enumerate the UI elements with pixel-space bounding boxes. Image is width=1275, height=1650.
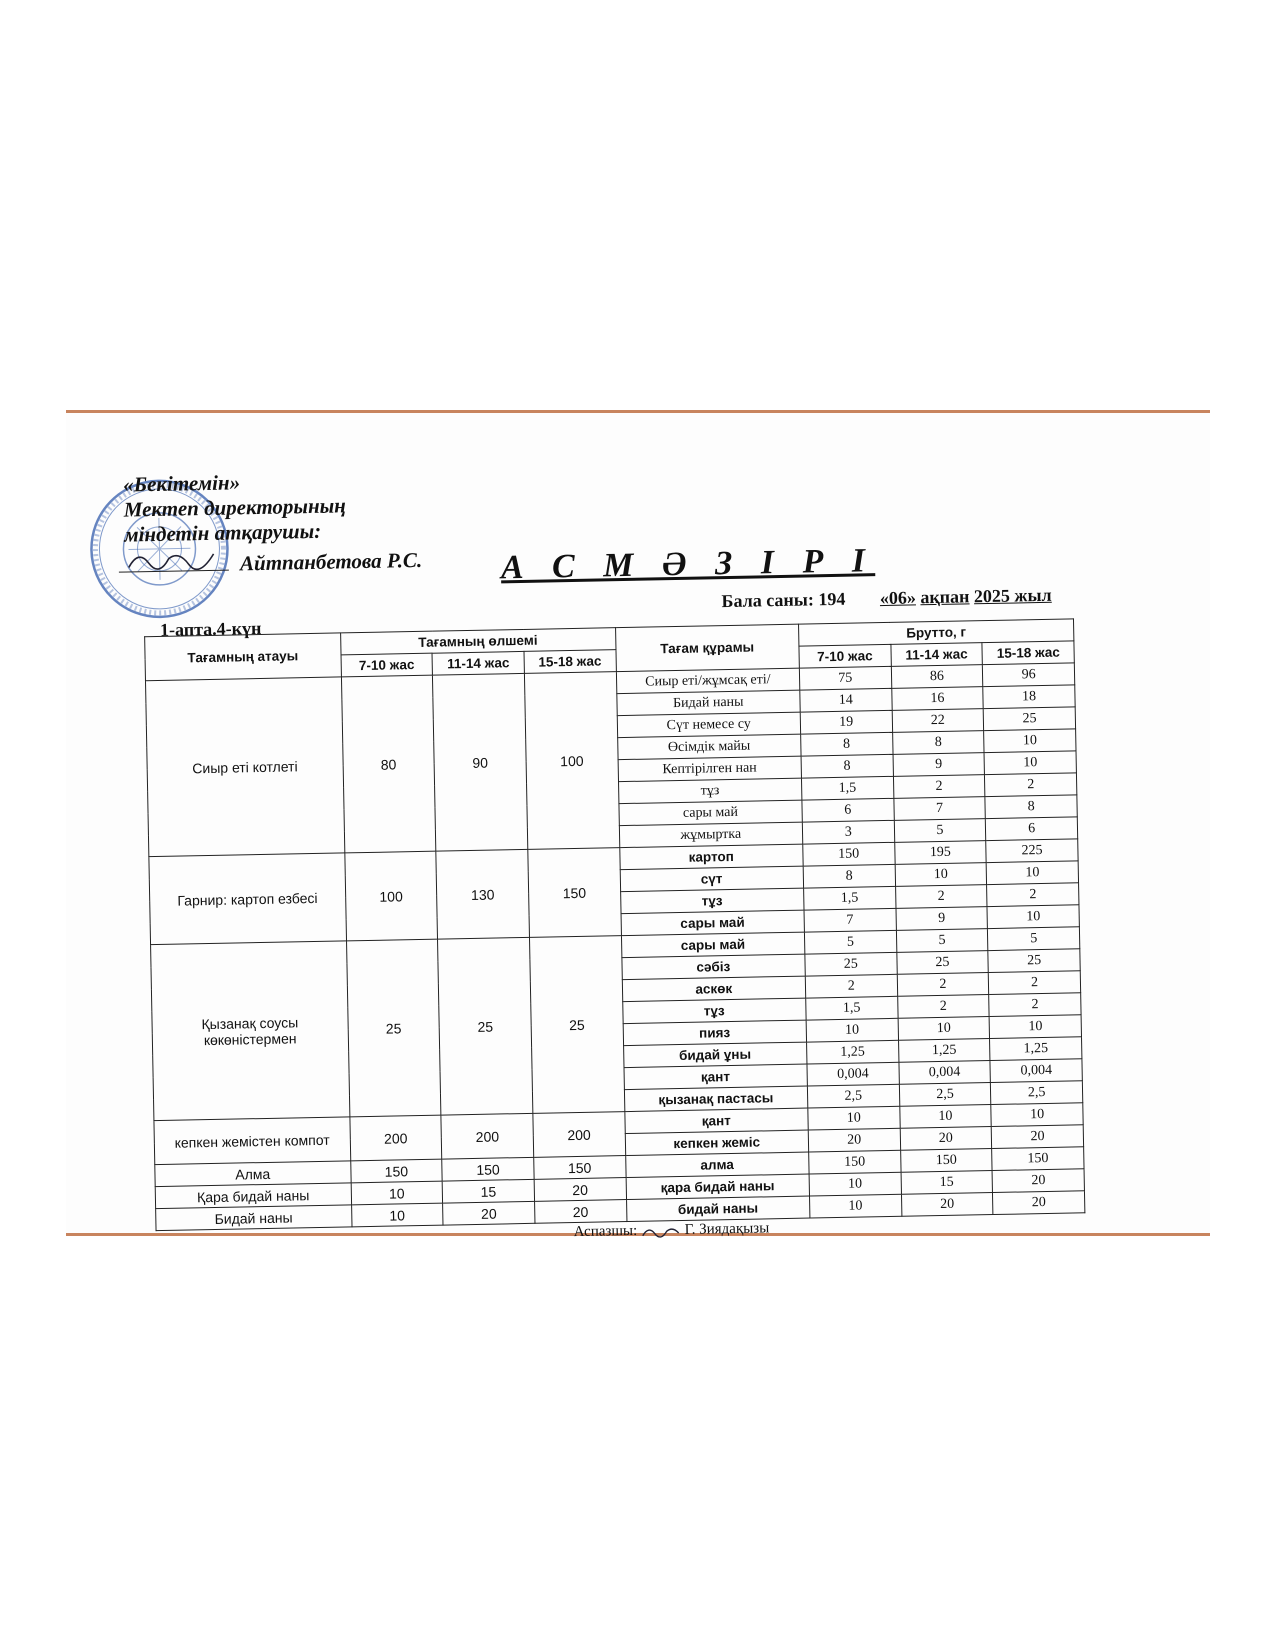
dish-portion: 10 [351, 1203, 443, 1227]
ingredient-brutto: 6 [986, 817, 1078, 841]
ingredient-brutto: 10 [984, 751, 1076, 775]
dish-name: кепкен жемістен компот [154, 1117, 350, 1165]
ingredient-brutto: 9 [893, 753, 985, 777]
ingredient-brutto: 2 [805, 974, 897, 998]
children-count: Бала саны: 194 [721, 588, 846, 612]
dish-portion: 150 [528, 848, 621, 938]
dish-portion: 200 [349, 1115, 441, 1161]
ingredient-name: картоп [619, 844, 803, 870]
dish-portion: 150 [350, 1159, 442, 1183]
ingredient-brutto: 16 [891, 687, 983, 711]
ingredient-brutto: 2 [989, 971, 1081, 995]
ingredient-brutto: 1,25 [898, 1039, 990, 1063]
ingredient-name: жұмыртка [619, 822, 803, 848]
ingredient-brutto: 10 [899, 1105, 991, 1129]
ingredient-brutto: 25 [896, 951, 988, 975]
ingredient-brutto: 10 [991, 1103, 1083, 1127]
director-line [124, 542, 422, 579]
dish-portion: 10 [351, 1181, 443, 1205]
ingredient-brutto: 25 [988, 949, 1080, 973]
dish-name: Қара бидай наны [155, 1183, 351, 1209]
ingredient-brutto: 5 [896, 929, 988, 953]
ingredient-name: бидай наны [626, 1196, 810, 1222]
ingredient-brutto: 10 [809, 1194, 901, 1218]
header-portion: Тағамның өлшемі [340, 628, 615, 655]
ingredient-brutto: 6 [802, 798, 894, 822]
dish-portion: 25 [529, 936, 624, 1114]
ingredient-name: тұз [622, 998, 806, 1024]
dish-portion: 20 [534, 1178, 626, 1202]
ingredient-name: қант [624, 1108, 808, 1134]
ingredient-brutto: 150 [803, 842, 895, 866]
ingredient-brutto: 2 [897, 973, 989, 997]
ingredient-name: сары май [619, 800, 803, 826]
menu-date [880, 585, 1052, 608]
ingredient-brutto: 10 [989, 1015, 1081, 1039]
sheet-content [58, 402, 1218, 1244]
ingredient-name: пияз [623, 1020, 807, 1046]
ingredient-brutto: 2 [893, 775, 985, 799]
director-name: Айтпанбетова Р.С. [239, 547, 423, 576]
ingredient-brutto: 0,004 [990, 1059, 1082, 1083]
dish-portion: 90 [433, 673, 528, 851]
dish-portion: 15 [442, 1179, 534, 1203]
dish-name: Бидай наны [156, 1205, 352, 1231]
ingredient-brutto: 2 [897, 995, 989, 1019]
approval-line-3: міндетін атқарушы: [123, 518, 322, 547]
week-day: 1-апта.4-күн [159, 617, 262, 640]
ingredient-name: тұз [618, 778, 802, 804]
ingredient-name: қант [624, 1064, 808, 1090]
ingredient-brutto: 10 [895, 863, 987, 887]
ingredient-brutto: 2 [989, 993, 1081, 1017]
dish-name: Алма [155, 1161, 351, 1187]
dish-portion: 100 [524, 672, 619, 850]
dish-portion: 130 [436, 849, 529, 939]
ingredient-brutto: 0,004 [899, 1061, 991, 1085]
ingredient-brutto: 25 [983, 707, 1075, 731]
ingredient-brutto: 5 [804, 930, 896, 954]
header-dish-name: Тағамның атауы [145, 633, 341, 681]
ingredient-brutto: 22 [892, 709, 984, 733]
ingredient-brutto: 18 [983, 685, 1075, 709]
date-day: «06» [879, 587, 917, 609]
ingredient-brutto: 150 [900, 1149, 992, 1173]
ingredient-name: бидай ұны [623, 1042, 807, 1068]
ingredient-name: Өсімдік майы [617, 734, 801, 760]
ingredient-name: қара бидай наны [626, 1174, 810, 1200]
header-age: 15-18 жас [982, 641, 1074, 665]
dish-portion: 100 [344, 851, 437, 941]
dish-name: Гарнир: картоп езбесі [149, 853, 346, 945]
ingredient-brutto: 86 [891, 665, 983, 689]
ingredient-brutto: 19 [800, 710, 892, 734]
ingredient-brutto: 1,25 [990, 1037, 1082, 1061]
ingredient-name: сүт [620, 866, 804, 892]
ingredient-brutto: 20 [900, 1127, 992, 1151]
ingredient-brutto: 5 [988, 927, 1080, 951]
ingredient-brutto: 96 [983, 663, 1075, 687]
ingredient-brutto: 150 [992, 1147, 1084, 1171]
ingredient-brutto: 10 [806, 1018, 898, 1042]
ingredient-brutto: 20 [808, 1128, 900, 1152]
ingredient-brutto: 14 [800, 688, 892, 712]
dish-name: Сиыр еті котлеті [145, 677, 344, 857]
ingredient-name: Кептірілген нан [618, 756, 802, 782]
ingredient-name: Сүт немесе су [617, 712, 801, 738]
dish-portion: 20 [443, 1201, 535, 1225]
ingredient-brutto: 8 [801, 732, 893, 756]
ingredient-brutto: 150 [809, 1150, 901, 1174]
ingredient-name: сәбіз [621, 954, 805, 980]
cook-name: Г. Зиядақызы [684, 1220, 770, 1238]
ingredient-brutto: 10 [987, 905, 1079, 929]
ingredient-name: сары май [621, 932, 805, 958]
approval-block [123, 467, 422, 579]
ingredient-name: тұз [620, 888, 804, 914]
dish-portion: 25 [438, 937, 533, 1115]
dish-portion: 150 [442, 1157, 534, 1181]
ingredient-brutto: 2 [987, 883, 1079, 907]
ingredient-brutto: 7 [893, 797, 985, 821]
ingredient-brutto: 2,5 [991, 1081, 1083, 1105]
cook-signature [573, 1220, 769, 1241]
date-year: 2025 жыл [973, 584, 1052, 607]
ingredient-brutto: 75 [799, 666, 891, 690]
ingredient-name: сары май [621, 910, 805, 936]
page-title: А С М Ә З І Р І [500, 542, 876, 587]
dish-portion: 80 [341, 675, 436, 853]
ingredient-brutto: 8 [985, 795, 1077, 819]
header-age: 11-14 жас [891, 643, 983, 667]
ingredient-brutto: 10 [809, 1172, 901, 1196]
ingredient-brutto: 20 [991, 1125, 1083, 1149]
ingredient-name: Сиыр еті/жұмсақ еті/ [616, 668, 800, 694]
cook-label: Аспазшы: [573, 1222, 638, 1241]
ingredient-brutto: 20 [992, 1169, 1084, 1193]
ingredient-brutto: 15 [901, 1171, 993, 1195]
header-age: 7-10 жас [341, 653, 433, 677]
dish-portion: 20 [534, 1200, 626, 1224]
ingredient-brutto: 195 [894, 841, 986, 865]
menu-sheet [66, 410, 1210, 1241]
dish-portion: 25 [346, 939, 441, 1117]
ingredient-brutto: 2 [985, 773, 1077, 797]
ingredient-name: кепкен жеміс [625, 1130, 809, 1156]
ingredient-brutto: 0,004 [807, 1062, 899, 1086]
ingredient-brutto: 2 [895, 885, 987, 909]
ingredient-brutto: 5 [894, 819, 986, 843]
approval-line-1: «Бекітемін» [122, 470, 241, 497]
menu-table [144, 618, 1085, 1231]
dish-portion: 200 [533, 1112, 625, 1158]
ingredient-brutto: 1,5 [804, 886, 896, 910]
ingredient-brutto: 2,5 [807, 1084, 899, 1108]
ingredient-brutto: 2,5 [899, 1083, 991, 1107]
header-composition: Тағам құрамы [615, 624, 799, 672]
ingredient-brutto: 10 [808, 1106, 900, 1130]
ingredient-brutto: 8 [801, 754, 893, 778]
cook-signature-icon [641, 1223, 681, 1240]
ingredient-brutto: 1,25 [806, 1040, 898, 1064]
ingredient-brutto: 1,5 [806, 996, 898, 1020]
ingredient-name: алма [625, 1152, 809, 1178]
ingredient-brutto: 20 [993, 1191, 1085, 1215]
ingredient-brutto: 8 [892, 731, 984, 755]
ingredient-brutto: 10 [898, 1017, 990, 1041]
signature-line [118, 546, 228, 573]
ingredient-brutto: 10 [986, 861, 1078, 885]
header-info [721, 585, 1051, 612]
ingredient-brutto: 3 [802, 820, 894, 844]
ingredient-brutto: 1,5 [801, 776, 893, 800]
ingredient-brutto: 9 [896, 907, 988, 931]
dish-portion: 200 [441, 1113, 533, 1159]
ingredient-name: Бидай наны [616, 690, 800, 716]
dish-portion: 150 [534, 1156, 626, 1180]
signature-icon [118, 546, 228, 572]
ingredient-brutto: 20 [901, 1193, 993, 1217]
ingredient-brutto: 25 [805, 952, 897, 976]
ingredient-brutto: 8 [803, 864, 895, 888]
ingredient-brutto: 225 [986, 839, 1078, 863]
ingredient-name: аскөк [622, 976, 806, 1002]
ingredient-brutto: 7 [804, 908, 896, 932]
header-age: 15-18 жас [524, 650, 616, 674]
ingredient-brutto: 10 [984, 729, 1076, 753]
approval-line-2: Мектеп директорының [123, 493, 347, 522]
dish-name: Қызанақ соусы көкөністермен [151, 941, 350, 1121]
menu-table-body [145, 663, 1084, 1231]
header-age: 7-10 жас [799, 644, 891, 668]
header-brutto: Брутто, г [798, 619, 1073, 646]
header-age: 11-14 жас [432, 651, 524, 675]
date-month: ақпан [920, 586, 970, 608]
ingredient-name: қызанақ пастасы [624, 1086, 808, 1112]
